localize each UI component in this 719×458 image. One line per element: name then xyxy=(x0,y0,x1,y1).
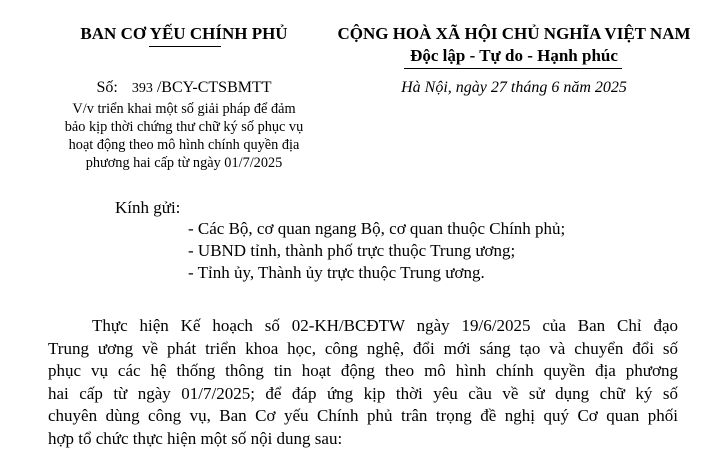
national-motto: Độc lập - Tự do - Hạnh phúc xyxy=(410,46,618,65)
issuing-agency: BAN CƠ YẾU CHÍNH PHỦ xyxy=(80,24,288,43)
motto-underline xyxy=(404,68,622,69)
recipient-item: - Các Bộ, cơ quan ngang Bộ, cơ quan thuộc Chính phủ; xyxy=(188,219,566,238)
body-line: Thực hiện Kế hoạch số 02-KH/BCĐTW ngày 19/6/2025 của Ban Chỉ đạo xyxy=(92,316,678,335)
body-line: phục vụ các hệ thống thông tin hoạt động theo mô hình chính quyền địa phương xyxy=(48,361,678,381)
document-subject xyxy=(44,100,324,172)
salutation: Kính gửi: xyxy=(115,198,181,217)
recipient-list xyxy=(188,218,565,284)
document-number xyxy=(44,79,324,97)
place-and-date: Hà Nội, ngày 27 tháng 6 năm 2025 xyxy=(401,79,627,96)
subject-line: V/v triển khai một số giải pháp để đảm xyxy=(72,101,296,117)
document-number-prefix: Số: xyxy=(96,79,118,96)
subject-line: hoạt động theo mô hình chính quyền địa xyxy=(68,137,300,153)
body-paragraph xyxy=(48,315,678,451)
agency-underline xyxy=(149,46,221,47)
body-line: hợp tổ chức thực hiện một số nội dung sau: xyxy=(48,428,343,448)
body-line: chuyên dùng công vụ, Ban Cơ yếu Chính phủ trân trọng đề nghị quý Cơ quan phối xyxy=(48,406,678,426)
subject-line: phương hai cấp từ ngày 01/7/2025 xyxy=(85,155,283,171)
recipient-item: - UBND tỉnh, thành phố trực thuộc Trung ương; xyxy=(188,241,516,260)
national-title: CỘNG HOÀ XÃ HỘI CHỦ NGHĨA VIỆT NAM xyxy=(337,24,691,43)
recipient-item: - Tỉnh ủy, Thành ủy trực thuộc Trung ương. xyxy=(188,263,485,282)
document-number-value: 393 xyxy=(131,81,153,96)
body-line: Trung ương về phát triển khoa học, công nghệ, đổi mới sáng tạo và chuyển đổi số xyxy=(48,338,678,358)
document-number-suffix: /BCY-CTSBMTT xyxy=(156,79,272,96)
subject-line: bảo kịp thời chứng thư chữ ký số phục vụ xyxy=(64,119,304,135)
body-line: hai cấp từ ngày 01/7/2025; để đáp ứng kịp thời yêu cầu về sử dụng chữ ký số xyxy=(48,383,678,403)
